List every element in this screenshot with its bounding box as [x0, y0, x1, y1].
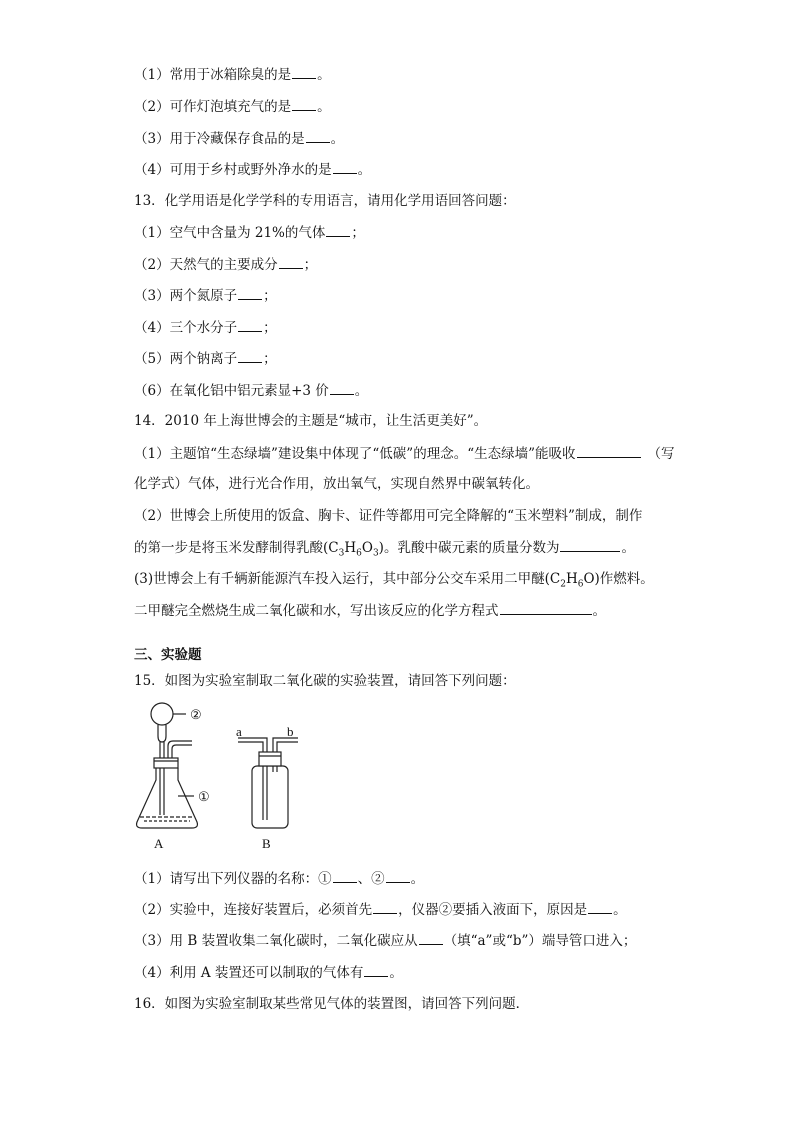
answer-blank[interactable] — [238, 348, 262, 363]
q15-item-2: （2）实验中，连接好装置后，必须首先 ，仪器②要插入液面下，原因是 。 — [134, 899, 627, 920]
q15-item-4: （4）利用 A 装置还可以制取的气体有 。 — [134, 962, 403, 983]
answer-blank[interactable] — [330, 380, 354, 395]
section-heading: 三、实验题 — [134, 647, 202, 663]
q14-p2-line2: 的第一步是将玉米发酵制得乳酸$(C_3H_6O_3)$。乳酸中碳元素的质量分数为 。 — [134, 537, 635, 564]
q12-item-3: （3）用于冷藏保存食品的是 。 — [134, 128, 344, 149]
q14-p3-line1: (3)世博会上有千辆新能源汽车投入运行，其中部分公交车采用二甲醚$(C_2H_6O)$作燃料。 — [134, 571, 654, 590]
answer-blank[interactable] — [373, 899, 397, 914]
label-b: b — [287, 724, 294, 739]
answer-blank[interactable] — [238, 285, 262, 300]
answer-blank[interactable] — [500, 600, 592, 615]
apparatus-figure — [130, 700, 320, 855]
q14-p3-line2: 二甲醚完全燃烧生成二氧化碳和水，写出该反应的化学方程式 。 — [134, 600, 606, 621]
funnel-bulb — [151, 703, 173, 725]
q12-item-4: （4）可用于乡村或野外净水的是 。 — [134, 159, 371, 180]
answer-blank[interactable] — [292, 64, 316, 79]
q13-stem: 13．化学用语是化学学科的专用语言，请用化学用语回答问题： — [134, 193, 516, 209]
answer-blank[interactable] — [419, 930, 443, 945]
answer-blank[interactable] — [333, 159, 357, 174]
conical-flask — [137, 768, 198, 828]
answer-blank[interactable] — [386, 868, 410, 883]
q16-stem: 16．如图为实验室制取某些常见气体的装置图，请回答下列问题． — [134, 996, 530, 1012]
q13-item-2: （2）天然气的主要成分 ； — [134, 254, 317, 275]
label-2: ② — [190, 707, 202, 722]
q13-item-5: （5）两个钠离子 ； — [134, 348, 277, 369]
answer-blank[interactable] — [588, 899, 612, 914]
q12-item-1: （1）常用于冰箱除臭的是 。 — [134, 64, 331, 85]
answer-blank[interactable] — [577, 443, 641, 458]
q14-p1-line2: 化学式）气体，进行光合作用，放出氧气，实现自然界中碳氧转化。 — [134, 476, 539, 492]
q13-item-1: （1）空气中含量为 21%的气体 ； — [134, 222, 365, 243]
answer-blank[interactable] — [364, 962, 388, 977]
answer-blank[interactable] — [306, 128, 330, 143]
q13-item-6: （6）在氧化铝中铝元素显+3 价 。 — [134, 380, 368, 401]
answer-blank[interactable] — [333, 868, 357, 883]
q15-stem: 15．如图为实验室制取二氧化碳的实验装置，请回答下列问题： — [134, 673, 516, 689]
label-B: B — [262, 836, 271, 851]
q14-p2-line1: （2）世博会上所使用的饭盒、胸卡、证件等都用可完全降解的“玉米塑料”制成，制作 — [134, 508, 643, 524]
answer-blank[interactable] — [560, 537, 620, 552]
q14-p1-line1: （1）主题馆“生态绿墙”建设集中体现了“低碳”的理念。“生态绿墙”能吸收 （写 — [134, 443, 675, 464]
q14-stem: 14．2010 年上海世博会的主题是“城市，让生活更美好”。 — [134, 413, 488, 429]
q15-item-3: （3）用 B 装置收集二氧化碳时，二氧化碳应从 （填“a”或“b”）端导管口进入； — [134, 930, 636, 951]
q13-item-4: （4）三个水分子 ； — [134, 317, 277, 338]
label-A: A — [154, 836, 164, 851]
answer-blank[interactable] — [326, 222, 350, 237]
q13-item-3: （3）两个氮原子 ； — [134, 285, 277, 306]
answer-blank[interactable] — [238, 317, 262, 332]
answer-blank[interactable] — [292, 96, 316, 111]
label-1: ① — [198, 789, 210, 804]
collection-bottle — [252, 766, 288, 828]
q12-item-2: （2）可作灯泡填充气的是 。 — [134, 96, 331, 117]
label-a: a — [236, 724, 242, 739]
answer-blank[interactable] — [279, 254, 303, 269]
q15-item-1: （1）请写出下列仪器的名称：① 、② 。 — [134, 868, 424, 889]
